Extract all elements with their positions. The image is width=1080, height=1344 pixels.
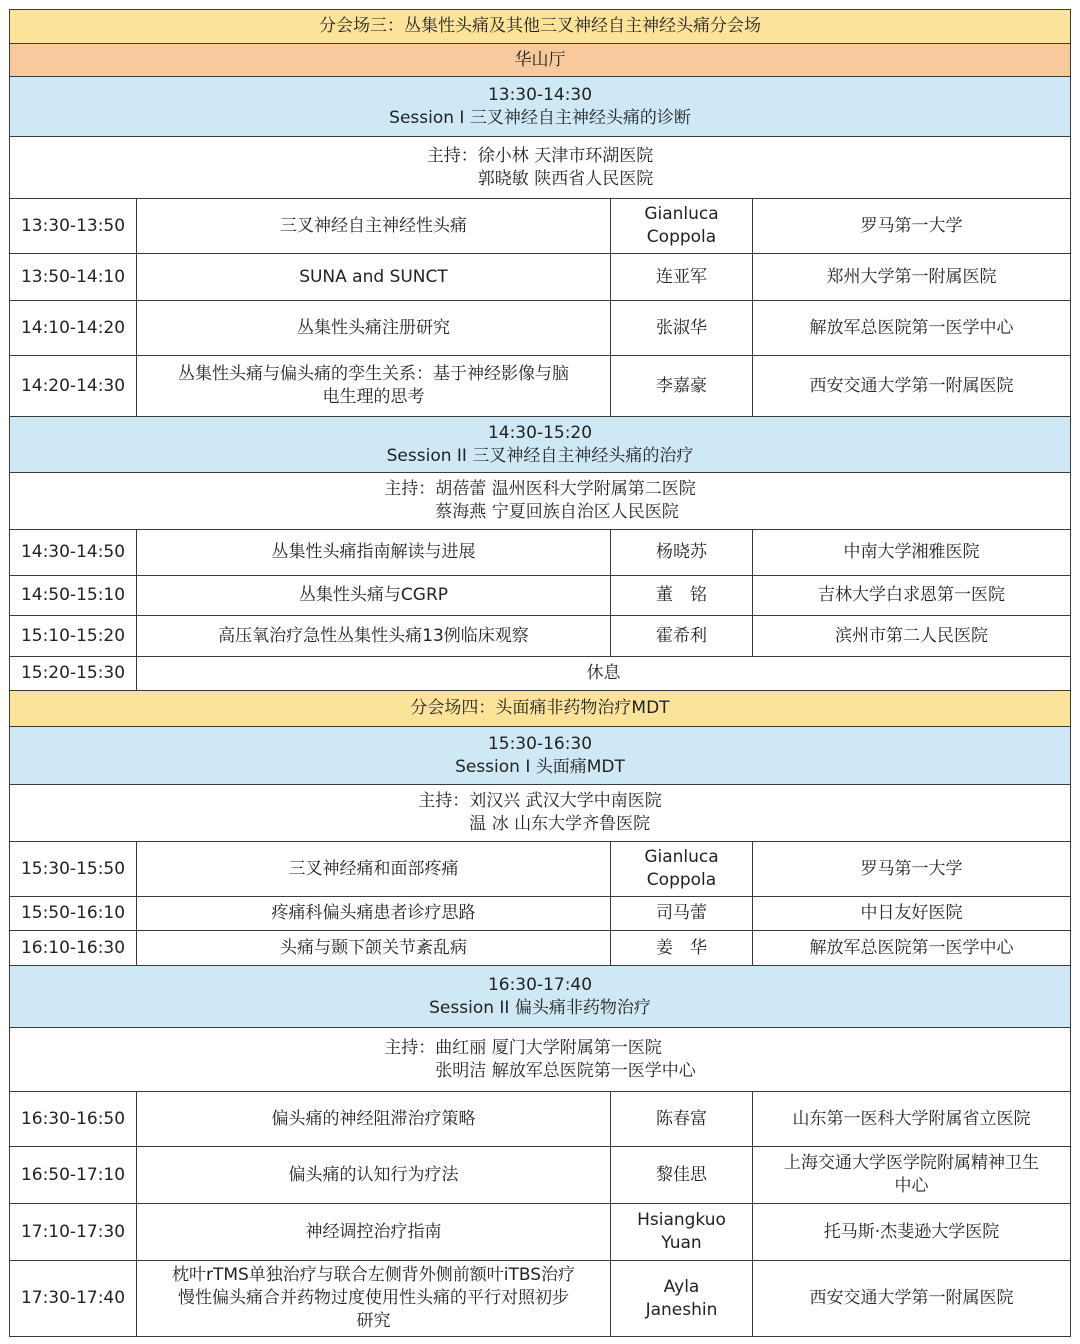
row-institution: 解放军总医院第一医学中心 xyxy=(753,931,1071,966)
hall-header xyxy=(10,44,1071,77)
row-topic: 偏头痛的认知行为疗法 xyxy=(137,1147,611,1204)
row-time: 17:30-17:40 xyxy=(10,1261,137,1337)
row-time: 14:30-14:50 xyxy=(10,530,137,576)
session-title: Session I 三叉神经自主神经头痛的诊断 xyxy=(389,107,691,128)
host-row xyxy=(10,137,1071,199)
host-list xyxy=(384,1037,695,1083)
venue-title: 分会场四：头面痛非药物治疗MDT xyxy=(10,691,1071,727)
row-topic: 丛集性头痛注册研究 xyxy=(137,301,611,356)
row-topic: 偏头痛的神经阻滞治疗策略 xyxy=(137,1092,611,1147)
row-time: 14:10-14:20 xyxy=(10,301,137,356)
break-row xyxy=(10,657,1071,691)
row-topic: 疼痛科偏头痛患者诊疗思路 xyxy=(137,897,611,931)
row-speaker: Hsiangkuo Yuan xyxy=(611,1204,753,1261)
session-header xyxy=(10,417,1071,473)
host-name: 徐小林 天津市环湖医院 xyxy=(477,145,654,166)
row-institution: 解放军总医院第一医学中心 xyxy=(753,301,1071,356)
table-row xyxy=(10,931,1071,966)
row-institution: 西安交通大学第一附属医院 xyxy=(753,1261,1071,1337)
table-row xyxy=(10,1261,1071,1337)
row-speaker: 连亚军 xyxy=(611,254,753,301)
session-time: 16:30-17:40 xyxy=(487,974,593,995)
host-name: 蔡海燕 宁夏回族自治区人民医院 xyxy=(435,502,679,522)
row-topic: 丛集性头痛指南解读与进展 xyxy=(137,530,611,576)
host-name: 胡蓓蕾 温州医科大学附属第二医院 xyxy=(435,479,696,499)
session-info xyxy=(10,77,1071,137)
row-topic: 神经调控治疗指南 xyxy=(137,1204,611,1261)
table-row xyxy=(10,576,1071,616)
row-time: 14:50-15:10 xyxy=(10,576,137,616)
row-time: 13:30-13:50 xyxy=(10,199,137,254)
host-name: 郭晓敏 陕西省人民医院 xyxy=(477,168,654,189)
venue-header xyxy=(10,691,1071,727)
row-topic: 丛集性头痛与CGRP xyxy=(137,576,611,616)
session-title: Session II 三叉神经自主神经头痛的治疗 xyxy=(386,445,694,466)
session-time: 14:30-15:20 xyxy=(487,422,593,443)
host-name: 曲红丽 厦门大学附属第一医院 xyxy=(435,1037,662,1058)
row-time: 16:50-17:10 xyxy=(10,1147,137,1204)
table-row xyxy=(10,1092,1071,1147)
host-label: 主持： xyxy=(426,145,478,166)
session-title: Session II 偏头痛非药物治疗 xyxy=(429,997,651,1018)
table-row xyxy=(10,530,1071,576)
table-row xyxy=(10,616,1071,657)
session-header xyxy=(10,727,1071,785)
table-row xyxy=(10,356,1071,417)
row-speaker: 霍希利 xyxy=(611,616,753,657)
host-label: 主持： xyxy=(384,1037,436,1058)
host-row xyxy=(10,473,1071,530)
row-time: 15:20-15:30 xyxy=(10,657,137,691)
session-info xyxy=(10,727,1071,785)
row-time: 14:20-14:30 xyxy=(10,356,137,417)
table-row xyxy=(10,254,1071,301)
session-time: 15:30-16:30 xyxy=(487,733,593,754)
table-row xyxy=(10,842,1071,897)
session-header xyxy=(10,77,1071,137)
host-row xyxy=(10,785,1071,842)
row-institution: 吉林大学白求恩第一医院 xyxy=(753,576,1071,616)
host-name: 温 冰 山东大学齐鲁医院 xyxy=(469,814,651,834)
row-speaker: Gianluca Coppola xyxy=(611,842,753,897)
row-speaker: 李嘉豪 xyxy=(611,356,753,417)
row-time: 15:30-15:50 xyxy=(10,842,137,897)
row-topic: 三叉神经自主神经性头痛 xyxy=(137,199,611,254)
row-time: 13:50-14:10 xyxy=(10,254,137,301)
row-speaker: 董 铭 xyxy=(611,576,753,616)
row-time: 16:10-16:30 xyxy=(10,931,137,966)
row-institution: 罗马第一大学 xyxy=(753,199,1071,254)
row-institution: 上海交通大学医学院附属精神卫生 中心 xyxy=(753,1147,1071,1204)
session-info xyxy=(10,966,1071,1028)
host-row xyxy=(10,1028,1071,1092)
session-header xyxy=(10,966,1071,1028)
row-speaker: 杨晓苏 xyxy=(611,530,753,576)
row-institution: 托马斯·杰斐逊大学医院 xyxy=(753,1204,1071,1261)
row-time: 15:10-15:20 xyxy=(10,616,137,657)
row-speaker: 陈春富 xyxy=(611,1092,753,1147)
host-cell xyxy=(10,473,1071,530)
row-speaker: Ayla Janeshin xyxy=(611,1261,753,1337)
break-label: 休息 xyxy=(137,657,1071,691)
table-row xyxy=(10,897,1071,931)
venue-header xyxy=(10,10,1071,44)
venue-title: 分会场三：丛集性头痛及其他三叉神经自主神经头痛分会场 xyxy=(10,10,1071,44)
session-info xyxy=(10,417,1071,473)
row-topic: 丛集性头痛与偏头痛的孪生关系：基于神经影像与脑 电生理的思考 xyxy=(137,356,611,417)
table-row xyxy=(10,1147,1071,1204)
row-topic: SUNA and SUNCT xyxy=(137,254,611,301)
row-topic: 头痛与颞下颌关节紊乱病 xyxy=(137,931,611,966)
row-institution: 罗马第一大学 xyxy=(753,842,1071,897)
row-time: 15:50-16:10 xyxy=(10,897,137,931)
row-speaker: 黎佳思 xyxy=(611,1147,753,1204)
row-speaker: 张淑华 xyxy=(611,301,753,356)
row-speaker: 姜 华 xyxy=(611,931,753,966)
hall-name: 华山厅 xyxy=(10,44,1071,77)
host-cell xyxy=(10,1028,1071,1092)
table-row xyxy=(10,301,1071,356)
host-list xyxy=(418,790,661,836)
host-name: 张明洁 解放军总医院第一医学中心 xyxy=(435,1060,696,1081)
row-speaker: 司马蕾 xyxy=(611,897,753,931)
host-cell xyxy=(10,137,1071,199)
row-institution: 郑州大学第一附属医院 xyxy=(753,254,1071,301)
host-label: 主持： xyxy=(384,479,436,499)
host-list xyxy=(384,478,695,524)
row-institution: 中日友好医院 xyxy=(753,897,1071,931)
row-institution: 山东第一医科大学附属省立医院 xyxy=(753,1092,1071,1147)
host-label: 主持： xyxy=(418,791,470,811)
host-list xyxy=(427,145,653,191)
table-row xyxy=(10,199,1071,254)
table-row xyxy=(10,1204,1071,1261)
host-name: 刘汉兴 武汉大学中南医院 xyxy=(469,791,662,811)
schedule-table xyxy=(9,9,1071,1337)
row-time: 17:10-17:30 xyxy=(10,1204,137,1261)
row-time: 16:30-16:50 xyxy=(10,1092,137,1147)
session-title: Session I 头面痛MDT xyxy=(455,756,625,777)
session-time: 13:30-14:30 xyxy=(487,84,593,105)
row-institution: 滨州市第二人民医院 xyxy=(753,616,1071,657)
row-topic: 高压氧治疗急性丛集性头痛13例临床观察 xyxy=(137,616,611,657)
row-topic: 枕叶rTMS单独治疗与联合左侧背外侧前额叶iTBS治疗 慢性偏头痛合并药物过度使用性头痛的平行对照初步 研究 xyxy=(137,1261,611,1337)
row-speaker: Gianluca Coppola xyxy=(611,199,753,254)
row-institution: 西安交通大学第一附属医院 xyxy=(753,356,1071,417)
host-cell xyxy=(10,785,1071,842)
row-institution: 中南大学湘雅医院 xyxy=(753,530,1071,576)
row-topic: 三叉神经痛和面部疼痛 xyxy=(137,842,611,897)
